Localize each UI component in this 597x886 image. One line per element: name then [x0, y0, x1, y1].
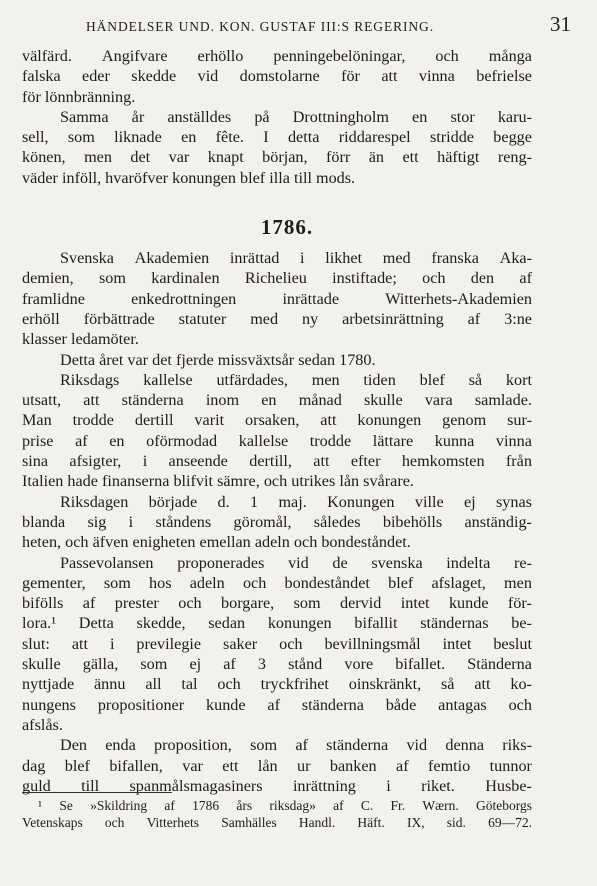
text-line: Man trodde dertill varit orsaken, att konungen genom sur- — [22, 411, 532, 430]
text-line: nungens propositioner kunde af ständerna både antagas och — [22, 695, 532, 714]
text-line: Passevolansen proponerades vid de svenska indelta re- — [60, 553, 532, 572]
text-line: Detta året var det fjerde missväxtsår sedan 1780. — [60, 350, 376, 369]
text-line: sina afsigter, i anseende dertill, att efter hemkomsten från — [22, 452, 532, 471]
text-line: demien, som kardinalen Richelieu instiftade; och den af — [22, 269, 532, 288]
text-line: ¹ Se »Skildring af 1786 års riksdag» af C. Fr. Wærn. Göteborgs — [38, 798, 532, 813]
text-line: guld till spanmålsmagasiners inrättning i riket. Husbe- — [22, 776, 532, 795]
text-line: väder inföll, hvaröfver konungen blef illa till mods. — [22, 168, 356, 187]
text-line: falska eder skedde vid domstolarne för att vinna befrielse — [22, 67, 532, 86]
text-line: slut: att i previlegie saker och bevillningsmål intet beslut — [22, 634, 532, 653]
paragraph-block-2 — [22, 248, 532, 796]
body-text — [22, 46, 532, 796]
text-line: välfärd. Angifvare erhöllo penningebelöningar, och många — [22, 47, 532, 65]
text-line: Riksdags kallelse utfärdades, men tiden blef så kort — [60, 370, 532, 389]
footnote-rule — [22, 792, 172, 793]
page-number: 31 — [550, 12, 571, 36]
text-line: sell, som liknade en fête. I detta riddarespel stridde begge — [22, 128, 532, 147]
page-header — [86, 12, 571, 36]
text-line: Svenska Akademien inrättad i likhet med franska Aka- — [60, 249, 532, 268]
text-line: Italien hade finanserna blifvit sämre, och utrikes lån svårare. — [22, 472, 414, 491]
text-line: Samma år anställdes på Drottningholm en stor karu- — [60, 107, 532, 126]
text-line: bifölls af prester och borgare, som dervid intet kunde för- — [22, 594, 532, 613]
text-line: dag blef bifallen, var ett lån ur banken af femtio tunnor — [22, 756, 532, 775]
text-line: blanda sig i ståndens göromål, således bibehölls anständig- — [22, 512, 532, 531]
running-head: HÄNDELSER UND. KON. GUSTAF III:S REGERING. — [86, 19, 434, 34]
paragraph-block-1 — [22, 46, 532, 188]
text-line: lora.¹ Detta skedde, sedan konungen bifallit ständernas be- — [22, 614, 532, 633]
text-line: klasser ledamöter. — [22, 330, 139, 349]
text-line: könen, men det var knapt början, förr än ett häftigt reng- — [22, 148, 532, 167]
text-line: utsatt, att ständerna inom en månad skulle vara samlade. — [22, 391, 532, 410]
text-line: heten, och äfven enigheten emellan adeln och bondeståndet. — [22, 533, 411, 552]
text-line: erhöll förbättrade statuter med ny arbetsinrättning af 3:ne — [22, 309, 532, 328]
text-line: prise af en oförmodad kallelse trodde lättare kunna vinna — [22, 431, 532, 450]
text-line: Vetenskaps och Vitterhets Samhälles Handl. Häft. IX, sid. 69—72. — [22, 815, 532, 830]
footnote — [22, 797, 532, 831]
year-heading: 1786. — [260, 215, 314, 240]
text-line: Riksdagen började d. 1 maj. Konungen ville ej synas — [60, 492, 532, 511]
text-line: för lönnbränning. — [22, 87, 136, 106]
text-line: Den enda proposition, som af ständerna vid denna riks- — [60, 736, 532, 755]
text-line: gementer, som hos adeln och bondeståndet blef afslaget, men — [22, 573, 532, 592]
text-line: framlidne enkedrottningen inrättade Witterhets-Akademien — [22, 289, 532, 308]
text-line: afslås. — [22, 715, 63, 734]
text-line: nyttjade ännu all tal och tryckfrihet oinskränkt, så att ko- — [22, 675, 532, 694]
text-line: skulle gälla, som ej af 3 stånd vore bifallet. Ständerna — [22, 655, 532, 674]
